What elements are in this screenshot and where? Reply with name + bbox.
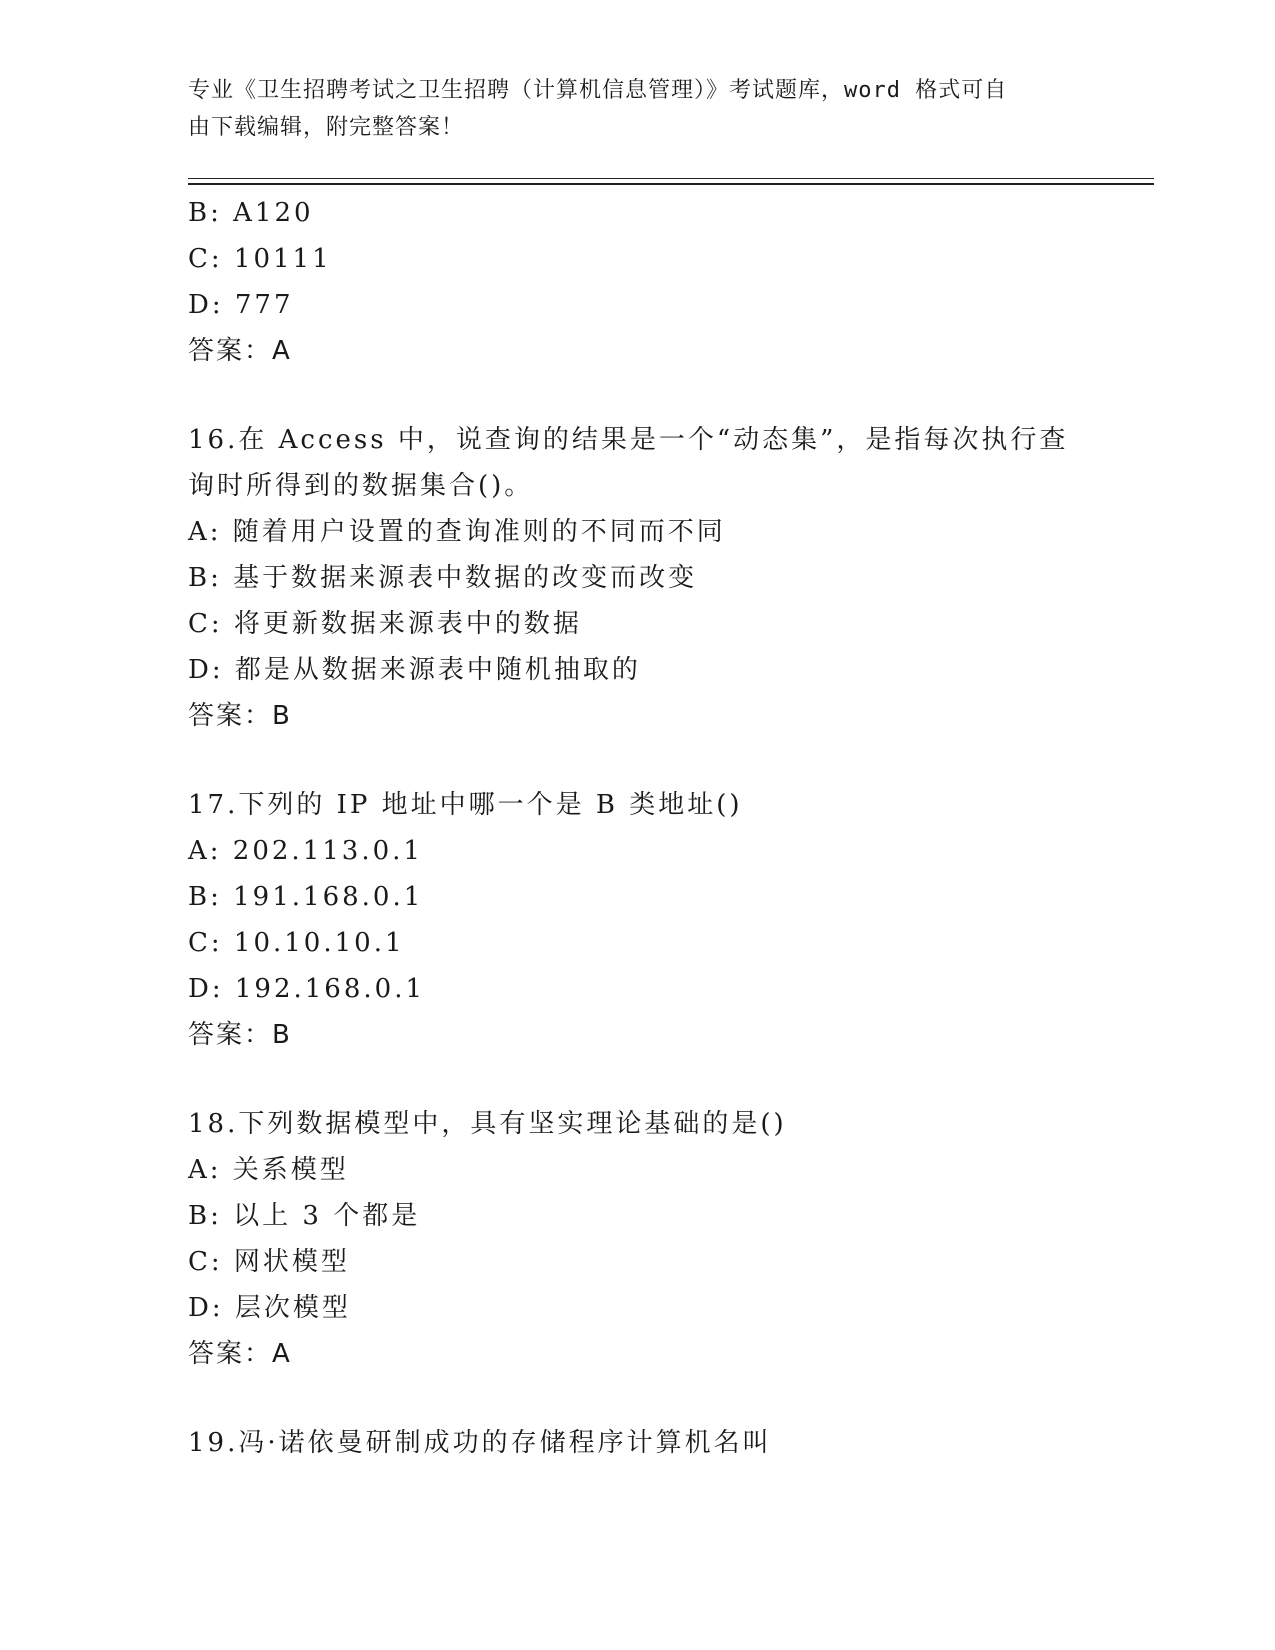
header-divider-thick: [188, 183, 1154, 185]
question-16: [188, 417, 1138, 739]
option-c: C: 网状模型: [188, 1247, 350, 1277]
option-b: B: 191.168.0.1: [188, 882, 424, 912]
answer-line: 答案：B: [188, 701, 292, 731]
question-stem: 17.下列的 IP 地址中哪一个是 B 类地址(): [188, 790, 743, 820]
option-d: D: 192.168.0.1: [188, 974, 425, 1004]
option-a: A: 关系模型: [188, 1155, 349, 1185]
question-stem: 18.下列数据模型中，具有坚实理论基础的是(): [188, 1109, 787, 1139]
document-header: [188, 72, 1068, 146]
option-b: B: 以上 3 个都是: [188, 1201, 421, 1231]
option-d: D: 都是从数据来源表中随机抽取的: [188, 655, 641, 685]
question-stem-continued: 询时所得到的数据集合()。: [188, 471, 534, 501]
answer-line: 答案：A: [188, 336, 292, 366]
question-17: [188, 782, 1138, 1058]
option-a: A: 随着用户设置的查询准则的不同而不同: [188, 517, 726, 547]
question-15-tail: [188, 190, 1138, 374]
option-d: D: 777: [188, 290, 294, 320]
question-18: [188, 1101, 1138, 1377]
option-a: A: 202.113.0.1: [188, 836, 423, 866]
header-line-2: 由下载编辑，附完整答案！: [188, 115, 465, 140]
option-d: D: 层次模型: [188, 1293, 351, 1323]
option-b: B: A120: [188, 198, 314, 228]
option-c: C: 将更新数据来源表中的数据: [188, 609, 582, 639]
question-list: [188, 190, 1138, 1466]
answer-line: 答案：A: [188, 1339, 292, 1369]
option-c: C: 10111: [188, 244, 332, 274]
question-stem: 19.冯·诺依曼研制成功的存储程序计算机名叫: [188, 1428, 772, 1458]
question-19: [188, 1420, 1138, 1466]
answer-line: 答案：B: [188, 1020, 292, 1050]
header-divider-thin: [188, 178, 1154, 179]
header-line-1: 专业《卫生招聘考试之卫生招聘（计算机信息管理）》考试题库，word 格式可自: [188, 78, 1008, 103]
option-c: C: 10.10.10.1: [188, 928, 405, 958]
option-b: B: 基于数据来源表中数据的改变而改变: [188, 563, 698, 593]
question-stem: 16.在 Access 中，说查询的结果是一个“动态集”，是指每次执行查: [188, 425, 1069, 455]
